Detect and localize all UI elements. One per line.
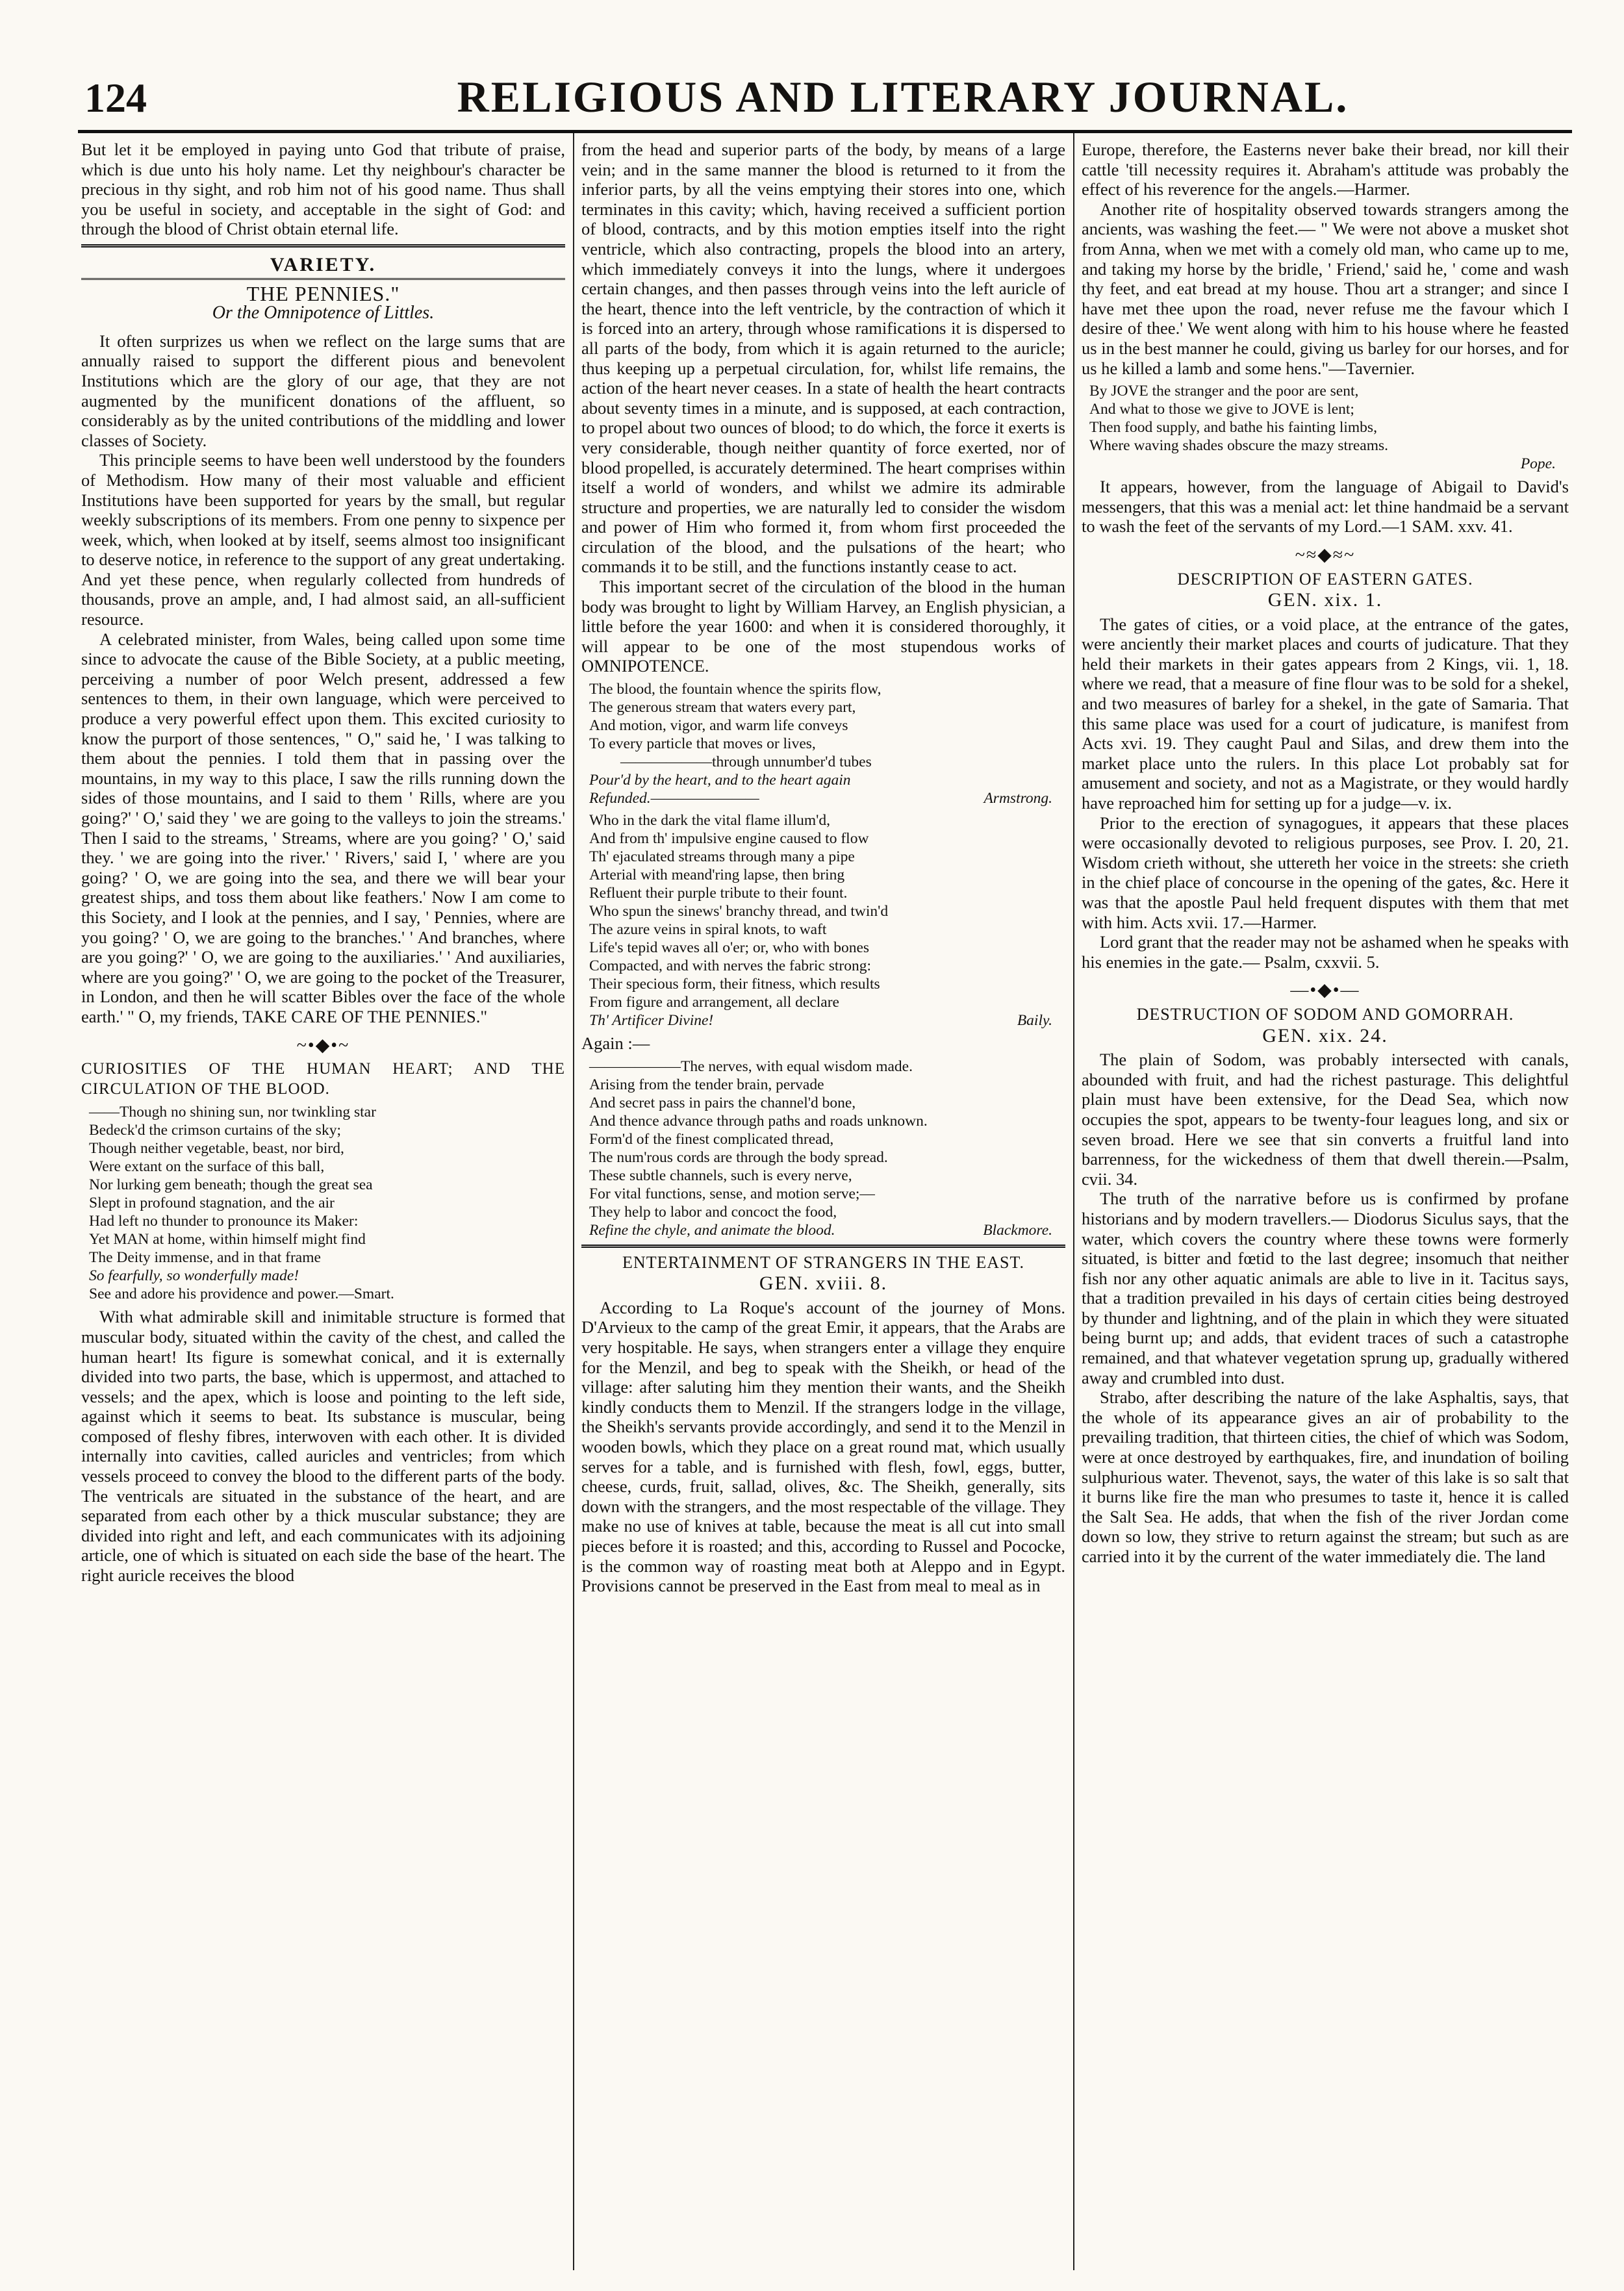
verse-line: For vital functions, sense, and motion serve;— — [589, 1185, 875, 1202]
verse-line: They help to labor and concoct the food, — [589, 1203, 837, 1221]
verse-line: Who spun the sinews' branchy thread, and twin'd — [589, 903, 889, 920]
hospitality-paragraph-3: It appears, however, from the language of Abigail to David's messengers, that this was a menial act: let thine handmaid be a servant to wash the feet of the servants of my Lord.—1 SAM. xxv. 41. — [1082, 477, 1569, 537]
pennies-paragraph-1: It often surprizes us when we reflect on the large sums that are annually raised to support the different pious and benevolent Institutions which are the glory of our age, that they are not augmented by the munificent donations of the affluent, so considerably as by the united contributions of the middling and lower classes of Society. — [81, 331, 565, 450]
verse-line: Bedeck'd the crimson curtains of the sky; — [89, 1122, 341, 1139]
pennies-paragraph-2: This principle seems to have been well understood by the founders of Methodism. How many of their most valuable and efficient Institutions have been supported for years by the small, but regular weekly subscriptions of its members. From one penny to sixpence per week, which, when looked at by itself, seems almost too insignificant to deserve notice, in reference to the support of any great undertaking. And yet these pence, when regularly collected from hundreds of thousands, prove an ample, and, I had almost said, an all-sufficient resource. — [81, 450, 565, 629]
omnipotence-word: OMNIPOTENCE. — [581, 656, 709, 676]
variety-heading: VARIETY. — [81, 253, 565, 280]
verse-line: Refluent their purple tribute to their fount. — [589, 885, 848, 902]
verse-line: The num'rous cords are through the body spread. — [589, 1148, 888, 1166]
verse-pope — [1082, 382, 1569, 473]
verse-line: And thence advance through paths and roads unknown. — [589, 1112, 928, 1130]
verse-line: The generous stream that waters every part, — [589, 699, 856, 716]
entertainment-heading: ENTERTAINMENT OF STRANGERS IN THE EAST. — [622, 1252, 1024, 1272]
verse-line: Then food supply, and bathe his fainting limbs, — [1089, 419, 1377, 437]
verse-baily — [581, 811, 1065, 1030]
verse-line: Life's tepid waves all o'er; or, who with bones — [589, 939, 870, 957]
section-divider — [81, 244, 565, 247]
verse-line: From figure and arrangement, all declare — [589, 994, 839, 1011]
column-3 — [1082, 140, 1569, 2257]
ornament-divider: ~•◆•~ — [296, 1035, 350, 1056]
verse-line: Refine the chyle, and animate the blood. — [589, 1221, 835, 1239]
verse-line: Arterial with meand'ring lapse, then bring — [589, 867, 845, 884]
column-1 — [81, 140, 565, 2257]
circulation-paragraph-1: from the head and superior parts of the body, by means of a large vein; and in the same manner the blood is returned to it from the inferior parts, by all the veins emptying their stores into one, which terminates in this cavity; which, having received a sufficient portion of blood, contracts, and by this motion empties itself into the right ventricle, which also contracting, propels the blood into an artery, which immediately conveys it into the lungs, where it undergoes certain changes, and then passes through veins into the left auricle of the heart, thence into the left ventricle, by the contraction of which it is forced into an artery, through whose ramifications it is dispersed to all parts of the body, from which it is again returned to the auricle; thus keeping up a perpetual circulation, for, whilst life remains, the action of the heart never ceases. In a state of health the heart contracts about seventy times in a minute, and is supposed, at each contraction, to propel about two ounces of blood; to do which, the force it exerts is very considerable, though neither quantity of force exerted, nor of blood propelled, is accurately determined. The heart comprises within itself a world of wonders, and whilst we admire its admirable structure and properties, we are naturally led to consider the wisdom and power of Him who formed it, from whom first proceeded the circulation of the blood, and the pulsations of the heart; who commands it to be still, and the functions instantly cease to act. — [581, 140, 1065, 577]
verse-line: Had left no thunder to pronounce its Maker: — [89, 1213, 359, 1230]
intro-paragraph: But let it be employed in paying unto God that tribute of praise, which is due unto his holy name. Let thy neighbour's character be precious in thy sight, and rob him not of his good name. Thus shall you be useful in society, and acceptable in the sight of God: and through the blood of Christ obtain eternal life. — [81, 140, 565, 239]
sodom-paragraph-1: The plain of Sodom, was probably intersected with canals, abounded with fruit, and had the richest pasturage. This delightful plain must have been extensive, for the Dead Sea, which now occupies the spot, appears to be twenty-four leagues long, and six or seven broad. Here we see that sin converts a fruitful land into barrenness, for the wickedness of them that dwell therein.—Psalm, cvii. 34. — [1082, 1050, 1569, 1189]
verse-line: Th' Artificer Divine! — [589, 1012, 714, 1030]
verse-line: To every particle that moves or lives, — [589, 735, 816, 753]
page-number: 124 — [84, 75, 147, 121]
verse-line: The Deity immense, and in that frame — [89, 1249, 321, 1267]
verse-line: So fearfully, so wonderfully made! — [89, 1267, 299, 1285]
pennies-title: THE PENNIES." — [246, 281, 400, 305]
pennies-paragraph-3-text: A celebrated minister, from Wales, being called upon some time since to advocate the cause of the Bible Society, at a public meeting, perceiving a number of poor Welch present, addressed a few sentences to them, in their own language, which were perceived to produce a very powerful effect upon them. This excited curiosity to know the purport of those sentences, " O," said he, ' I was talking to them about the pennies. I told them that in passing over the mountains, in my way to this place, I saw the rills running down the sides of those mountains, and I said to them ' Rills, where are you going?' ' O,' said they ' we are going to the valleys to join the streams.' Then I said to the streams, ' Streams, where are you going? ' O,' said they. ' we are going into the river.' ' Rivers,' said I, ' where are you going? ' O, we are going into the sea, and there we will bear your greatest ships, and toss them about like feathers.' Now I am come to this Society, and I look at the pennies, and I say, ' Pennies, where are you going? ' O, we are going to the branches.' ' And branches, where are you going?' ' O, we are going to the auxiliaries.' ' And auxiliaries, where are you going?' ' O, we are going to the pocket of the Treasurer, in London, and then he will scatter Bibles over the face of the whole earth.' " O, my friends, — [81, 629, 565, 1026]
circulation-paragraph-2 — [581, 577, 1065, 676]
entertainment-reference: GEN. xviii. 8. — [759, 1272, 888, 1295]
sodom-heading: DESTRUCTION OF SODOM AND GOMORRAH. — [1136, 1004, 1514, 1024]
verse-line: Refunded.———————— — [589, 790, 759, 807]
verse-line: Were extant on the surface of this ball, — [89, 1158, 325, 1176]
verse-line: And what to those we give to JOVE is lent; — [1089, 401, 1354, 418]
verse-author: Baily. — [1017, 1012, 1052, 1030]
verse-attribution-row — [581, 1011, 1065, 1030]
column-divider-1 — [573, 133, 574, 2270]
verse-line: The blood, the fountain whence the spirits flow, — [589, 681, 882, 698]
verse-line: See and adore his providence and power.—Smart. — [89, 1285, 394, 1303]
section-divider — [581, 1245, 1065, 1248]
verse-line: ——Though no shining sun, nor twinkling star — [89, 1104, 376, 1121]
ornament-divider: ~≈◆≈~ — [1295, 544, 1356, 565]
gates-reference: GEN. xix. 1. — [1267, 589, 1383, 611]
journal-title: RELIGIOUS AND LITERARY JOURNAL. — [457, 72, 1349, 121]
hospitality-paragraph-2: Another rite of hospitality observed towards strangers among the ancients, was washing the feet.— " We were not above a musket shot from Anna, when we met with a comely old man, who came up to me, and taking my horse by the bridle, ' Friend,' said he, ' come and wash thy feet, and eat bread at my house. Thou art a stranger; and since I have met thee upon the road, never refuse me the favour which I desire of thee.' We went along with him to his house where he feasted us in the best manner he could, giving us barley for our horses, and for us he killed a lamb and some hens."—Tavernier. — [1082, 199, 1569, 378]
pennies-subtitle: Or the Omnipotence of Littles. — [212, 303, 435, 323]
verse-armstrong — [581, 680, 1065, 807]
verse-line: Slept in profound stagnation, and the air — [89, 1195, 335, 1212]
verse-line: Nor lurking gem beneath; though the great sea — [89, 1176, 373, 1194]
verse-line: By JOVE the stranger and the poor are sent, — [1089, 383, 1359, 400]
verse-line: ——————The nerves, with equal wisdom made. — [589, 1057, 913, 1075]
sodom-reference: GEN. xix. 24. — [1262, 1024, 1388, 1046]
gates-paragraph-3: Lord grant that the reader may not be ashamed when he speaks with his enemies in the gate.— Psalm, cxxvii. 5. — [1082, 932, 1569, 972]
verse-line: Arising from the tender brain, pervade — [589, 1076, 824, 1093]
verse-attribution-row — [581, 1221, 1065, 1239]
column-divider-2 — [1073, 133, 1074, 2270]
header-rule — [78, 130, 1572, 133]
verse-line: And from th' impulsive engine caused to flow — [589, 830, 869, 848]
verse-line: Though neither vegetable, beast, nor bird, — [89, 1140, 344, 1158]
pennies-paragraph-3 — [81, 629, 565, 1027]
gates-paragraph-1: The gates of cities, or a void place, at the entrance of the gates, were anciently their market places and courts of judicature. That they held their markets in their gates appears from 2 Kings, vii. 1, 18. where we read, that a measure of fine flour was to be sold for a shekel, and two measures of barley for a shekel, in the gate of Samaria. That this same place was used for a court of judicature, is manifest from Acts xvi. 19. They caught Paul and Silas, and drew them into the market place unto the rulers. In this place Lot probably sat for amusement and society, and not as a Magistrate, or they would hardly have reproached him for setting up for a judge—v. ix. — [1082, 614, 1569, 813]
verse-line: These subtle channels, such is every nerve, — [589, 1167, 852, 1184]
verse-line: ——————through unnumber'd tubes — [620, 753, 872, 771]
verse-attribution-row — [581, 789, 1065, 807]
gates-heading: DESCRIPTION OF EASTERN GATES. — [1177, 569, 1473, 589]
verse-line: Th' ejaculated streams through many a pipe — [589, 848, 855, 866]
column-2 — [581, 140, 1065, 2257]
heart-heading: CURIOSITIES OF THE HUMAN HEART; AND THE CIRCULATION OF THE BLOOD. — [81, 1060, 565, 1098]
verse-author: Armstrong. — [983, 790, 1052, 807]
gates-paragraph-2: Prior to the erection of synagogues, it appears that these places were occasionally devoted to religious purposes, see Prov. I. 20, 21. Wisdom crieth without, she uttereth her voice in the streets: she crieth in the chief place of concourse in the opening of the gates, &c. Here it was that the apostle Paul held frequent disputes with them that met with him. Acts xvii. 17.—Harmer. — [1082, 813, 1569, 932]
verse-line: And secret pass in pairs the channel'd bone, — [589, 1094, 856, 1111]
sodom-paragraph-2: The truth of the narrative before us is confirmed by profane historians and by modern travellers.— Diodorus Siculus says, that the water, which covers the country where these towns were formerly situated, is bitter and fœtid to the last degree; insomuch that neither fish nor any other aquatic animals are able to live in it. Tacitus says, that a tradition prevailed in his days of certain cities being destroyed by thunder and lightning, and of the plain in which they were situated being burnt up; and adds, that evident traces of such a catastrophe remained, and that whatever vegetation sprung up, gradually withered away and crumbled into dust. — [1082, 1189, 1569, 1387]
entertainment-paragraph-1: According to La Roque's account of the journey of Mons. D'Arvieux to the camp of the great Emir, it appears, that the Arabs are very hospitable. He says, when strangers enter a village they enquire for the Menzil, and beg to speak with the Sheikh, or head of the village: after saluting him they mention their wants, and the Sheikh kindly conducts them to Menzil. If the strangers lodge in the village, the Sheikh's servants provide accordingly, and send it to the Menzil in wooden bowls, which they place on a great round mat, which usually serves for a table, and is furnished with flesh, fowl, eggs, butter, cheese, curds, fruit, sallad, olives, &c. The Sheikh, generally, sits down with the strangers, and the most respectable of the village. They make no use of knives at table, because the meat is all cut into small pieces before it is roasted; and this, according to Russel and Pococke, is the common way of roasting meat both at Aleppo and in Egypt. Provisions cannot be preserved in the East from meal to meal as in — [581, 1297, 1065, 1596]
verse-line: Yet MAN at home, within himself might find — [89, 1231, 366, 1248]
again-label: Again :— — [581, 1033, 650, 1054]
verse-line: Their specious form, their fitness, which results — [589, 976, 880, 993]
verse-blackmore — [581, 1057, 1065, 1239]
verse-line: Pour'd by the heart, and to the heart again — [589, 772, 851, 789]
sodom-paragraph-3: Strabo, after describing the nature of the lake Asphaltis, says, that the whole of its appearance gives an air of probability to the prevailing tradition, that thirteen cities, the chief of which was Sodom, were at once destroyed by earthquakes, fire, and inundation of boiling sulphurious water. Thevenot, says, the water of this lake is so salt that it burns like fire the man who presumes to taste it, hence it is called the Salt Sea. He adds, that when the fish of the river Jordan come down so low, they strive to return against the stream; but such as are carried into it by the current of the water immediately die. The land — [1082, 1387, 1569, 1566]
verse-smart — [81, 1103, 565, 1303]
pennies-closing: TAKE CARE OF THE PENNIES." — [242, 1006, 488, 1026]
ornament-divider: —•◆•— — [1290, 980, 1360, 1001]
hospitality-paragraph-1: Europe, therefore, the Easterns never bake their bread, nor kill their cattle 'till necessity requires it. Abraham's attitude was probably the effect of his reverence for the angels.—Harmer. — [1082, 140, 1569, 199]
verse-line: The azure veins in spiral knots, to waft — [589, 921, 827, 939]
verse-line: Who in the dark the vital flame illum'd, — [589, 812, 830, 829]
verse-author: Pope. — [1520, 455, 1556, 473]
verse-line: And motion, vigor, and warm life conveys — [589, 717, 848, 735]
verse-author: Blackmore. — [983, 1221, 1052, 1239]
verse-line: Compacted, and with nerves the fabric strong: — [589, 957, 871, 975]
heart-paragraph-1: With what admirable skill and inimitable structure is formed that muscular body, situated within the cavity of the chest, and called the human heart! Its figure is somewhat conical, and it is externally divided into two parts, the base, which is uppermost, and attached to vessels; and the apex, which is loose and pointing to the left side, against which it seems to beat. Its substance is muscular, being composed of fleshy fibres, interwoven with each other. It is divided internally into cavities, called auricles and ventricles; from which vessels proceed to convey the blood to the different parts of the body. The ventricals are situated in the substance of the heart, and are separated from each other by a thick muscular substance; they are divided into right and left, and each communicates with its adjoining article, one of which is situated on each side the base of the heart. The right auricle receives the blood — [81, 1307, 565, 1586]
verse-line: Where waving shades obscure the mazy streams. — [1089, 437, 1389, 455]
verse-line: Form'd of the finest complicated thread, — [589, 1130, 834, 1148]
circulation-paragraph-2-text: This important secret of the circulation of the blood in the human body was brought to light by William Harvey, an English physician, a little before the year 1600: and when it is considered thoroughly, it will appear to be one of the most stupendous works of — [581, 577, 1065, 656]
page-header — [78, 71, 1572, 123]
